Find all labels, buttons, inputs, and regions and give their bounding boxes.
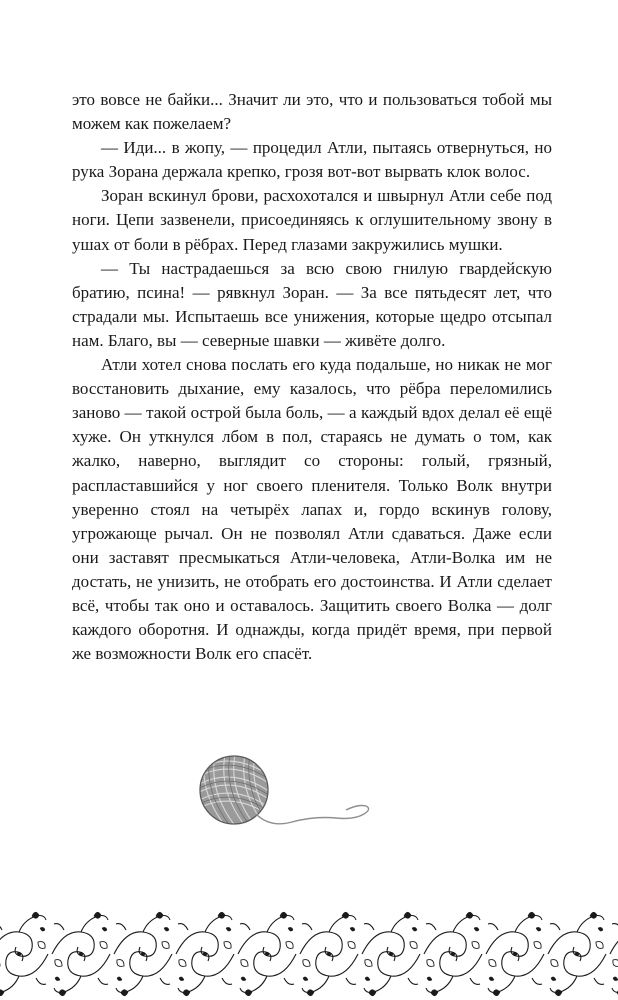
- paragraph: Зоран вскинул брови, расхохотался и швырнул Атли себе под ноги. Цепи зазвенели, присоединяясь к оглушительному звону в ушах от боли в рёбрах. Перед глазами закружились мушки.: [72, 186, 552, 254]
- paragraph: — Ты настрадаешься за всю свою гнилую гвардейскую братию, псина! — рявкнул Зоран. — За все пятьдесят лет, что страдали мы. Испытаешь все унижения, которые щедро отсыпал нам. Благо, вы — северные шавки — живёте долго.: [72, 258, 552, 350]
- paragraph: — Иди... в жопу, — процедил Атли, пытаясь отвернуться, но рука Зорана держала крепко, грозя вот-вот вырвать клок волос.: [72, 138, 552, 182]
- paragraph: Атли хотел снова послать его куда подальше, но никак не мог восстановить дыхание, ему казалось, что рёбра переломились заново — такой острой была боль, — а каждый вдох делал её ещё хуже. Он уткнулся лбом в пол, стараясь не думать о том, как жалко, наверно, выглядит со стороны: голый, грязный, распластавшийся у ног своего пленителя. Только Волк внутри уверенно стоял на четырёх лапах и, гордо вскинув голову, угрожающе рычал. Он не позволял Атли сдаваться. Даже если они заставят пресмыкаться Атли-человека, Атли-Волка им не достать, не унизить, не отобрать его достоинства. И Атли сделает всё, чтобы так оно и оставалось. Защитить своего Волка — долг каждого оборотня. И однажды, когда придёт время, при первой же возможности Волк его спасёт.: [72, 355, 552, 664]
- yarn-ball-icon: [196, 752, 386, 842]
- body-text: [72, 88, 552, 666]
- floral-ornament-icon: [0, 908, 618, 1000]
- paragraph: это вовсе не байки... Значит ли это, что и пользоваться тобой мы можем как пожелаем?: [72, 90, 552, 134]
